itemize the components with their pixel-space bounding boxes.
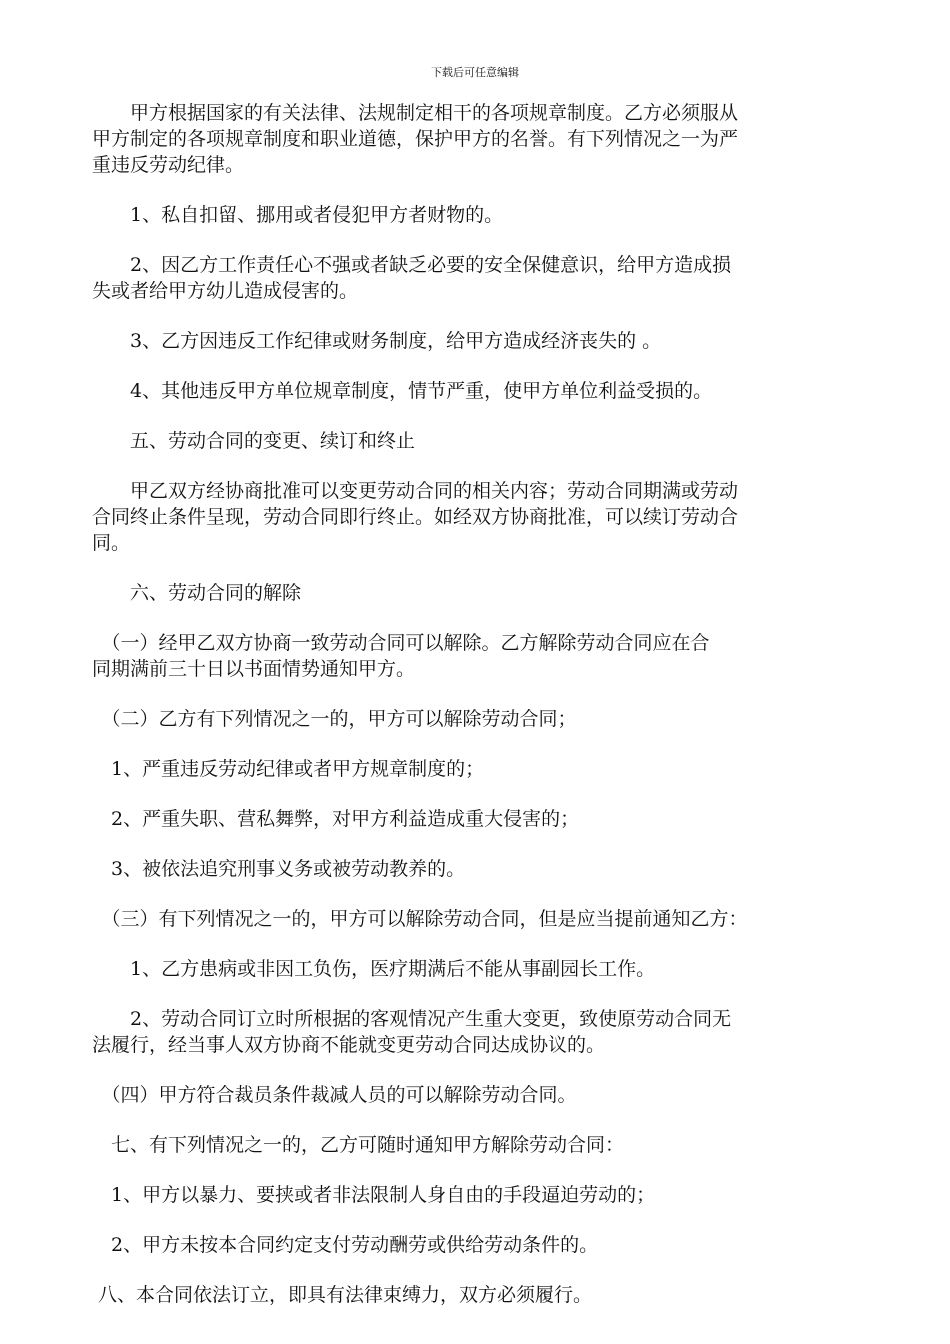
paragraph-spacer xyxy=(92,932,872,956)
paragraph-spacer xyxy=(92,782,872,806)
contract-paragraph xyxy=(92,956,872,982)
text-line: 2、因乙方工作责任心不强或者缺乏必要的安全保健意识，给甲方造成损 xyxy=(92,254,732,276)
contract-paragraph xyxy=(92,1082,872,1108)
paragraph-spacer xyxy=(92,178,872,202)
contract-paragraph xyxy=(92,1132,872,1158)
paragraph-spacer xyxy=(92,454,872,478)
contract-body xyxy=(92,100,872,1308)
paragraph-spacer xyxy=(92,304,872,328)
text-line: 法履行，经当事人双方协商不能就变更劳动合同达成协议的。 xyxy=(92,1034,606,1056)
paragraph-spacer xyxy=(92,1258,872,1282)
contract-paragraph xyxy=(92,1282,872,1308)
contract-paragraph xyxy=(92,478,872,556)
contract-paragraph xyxy=(92,202,872,228)
text-line: 甲方根据国家的有关法律、法规制定相干的各项规章制度。乙方必须服从 xyxy=(92,102,739,124)
paragraph-spacer xyxy=(92,1208,872,1232)
page-header-note: 下载后可任意编辑 xyxy=(431,66,519,79)
text-line: 重违反劳动纪律。 xyxy=(92,154,245,176)
text-line: 八、本合同依法订立，即具有法律束缚力，双方必须履行。 xyxy=(92,1284,593,1306)
paragraph-spacer xyxy=(92,682,872,706)
text-line: 合同终止条件呈现，劳动合同即行终止。如经双方协商批准，可以续订劳动合 xyxy=(92,506,739,528)
contract-paragraph xyxy=(92,806,872,832)
contract-paragraph xyxy=(92,428,872,454)
paragraph-spacer xyxy=(92,1158,872,1182)
paragraph-spacer xyxy=(92,1058,872,1082)
contract-paragraph xyxy=(92,906,872,932)
text-line: 五、劳动合同的变更、续订和终止 xyxy=(92,430,416,452)
contract-paragraph xyxy=(92,252,872,304)
text-line: 同。 xyxy=(92,532,131,554)
contract-paragraph xyxy=(92,856,872,882)
text-line: 2、劳动合同订立时所根据的客观情况产生重大变更，致使原劳动合同无 xyxy=(92,1008,732,1030)
text-line: （四）甲方符合裁员条件裁减人员的可以解除劳动合同。 xyxy=(92,1084,577,1106)
text-line: 七、有下列情况之一的，乙方可随时通知甲方解除劳动合同： xyxy=(92,1134,625,1156)
paragraph-spacer xyxy=(92,832,872,856)
text-line: （一）经甲乙双方协商一致劳动合同可以解除。乙方解除劳动合同应在合 xyxy=(92,632,710,654)
text-line: 甲方制定的各项规章制度和职业道德，保护甲方的名誉。有下列情况之一为严 xyxy=(92,128,739,150)
paragraph-spacer xyxy=(92,606,872,630)
paragraph-spacer xyxy=(92,1108,872,1132)
contract-paragraph xyxy=(92,378,872,404)
paragraph-spacer xyxy=(92,982,872,1006)
contract-paragraph xyxy=(92,328,872,354)
text-line: 2、甲方未按本合同约定支付劳动酬劳或供给劳动条件的。 xyxy=(92,1234,599,1256)
paragraph-spacer xyxy=(92,228,872,252)
text-line: 1、私自扣留、挪用或者侵犯甲方者财物的。 xyxy=(92,204,504,226)
text-line: 2、严重失职、营私舞弊，对甲方利益造成重大侵害的； xyxy=(92,808,580,830)
paragraph-spacer xyxy=(92,556,872,580)
text-line: 1、乙方患病或非因工负伤，医疗期满后不能从事副园长工作。 xyxy=(92,958,656,980)
text-line: 六、劳动合同的解除 xyxy=(92,582,302,604)
text-line: 3、被依法追究刑事义务或被劳动教养的。 xyxy=(92,858,466,880)
contract-paragraph xyxy=(92,1006,872,1058)
text-line: 同期满前三十日以书面情势通知甲方。 xyxy=(92,658,416,680)
text-line: 1、甲方以暴力、要挟或者非法限制人身自由的手段逼迫劳动的； xyxy=(92,1184,656,1206)
text-line: （三）有下列情况之一的，甲方可以解除劳动合同，但是应当提前通知乙方： xyxy=(92,908,748,930)
contract-paragraph xyxy=(92,1182,872,1208)
paragraph-spacer xyxy=(92,354,872,378)
text-line: 1、严重违反劳动纪律或者甲方规章制度的； xyxy=(92,758,485,780)
contract-paragraph xyxy=(92,1232,872,1258)
contract-paragraph xyxy=(92,630,872,682)
text-line: 4、其他违反甲方单位规章制度，情节严重，使甲方单位利益受损的。 xyxy=(92,380,713,402)
paragraph-spacer xyxy=(92,882,872,906)
contract-paragraph xyxy=(92,706,872,732)
text-line: 3、乙方因违反工作纪律或财务制度，给甲方造成经济丧失的 。 xyxy=(92,330,662,352)
contract-paragraph xyxy=(92,756,872,782)
text-line: 失或者给甲方幼儿造成侵害的。 xyxy=(92,280,359,302)
contract-paragraph xyxy=(92,100,872,178)
paragraph-spacer xyxy=(92,732,872,756)
paragraph-spacer xyxy=(92,404,872,428)
text-line: （二）乙方有下列情况之一的，甲方可以解除劳动合同； xyxy=(92,708,577,730)
contract-paragraph xyxy=(92,580,872,606)
text-line: 甲乙双方经协商批准可以变更劳动合同的相关内容；劳动合同期满或劳动 xyxy=(92,480,739,502)
